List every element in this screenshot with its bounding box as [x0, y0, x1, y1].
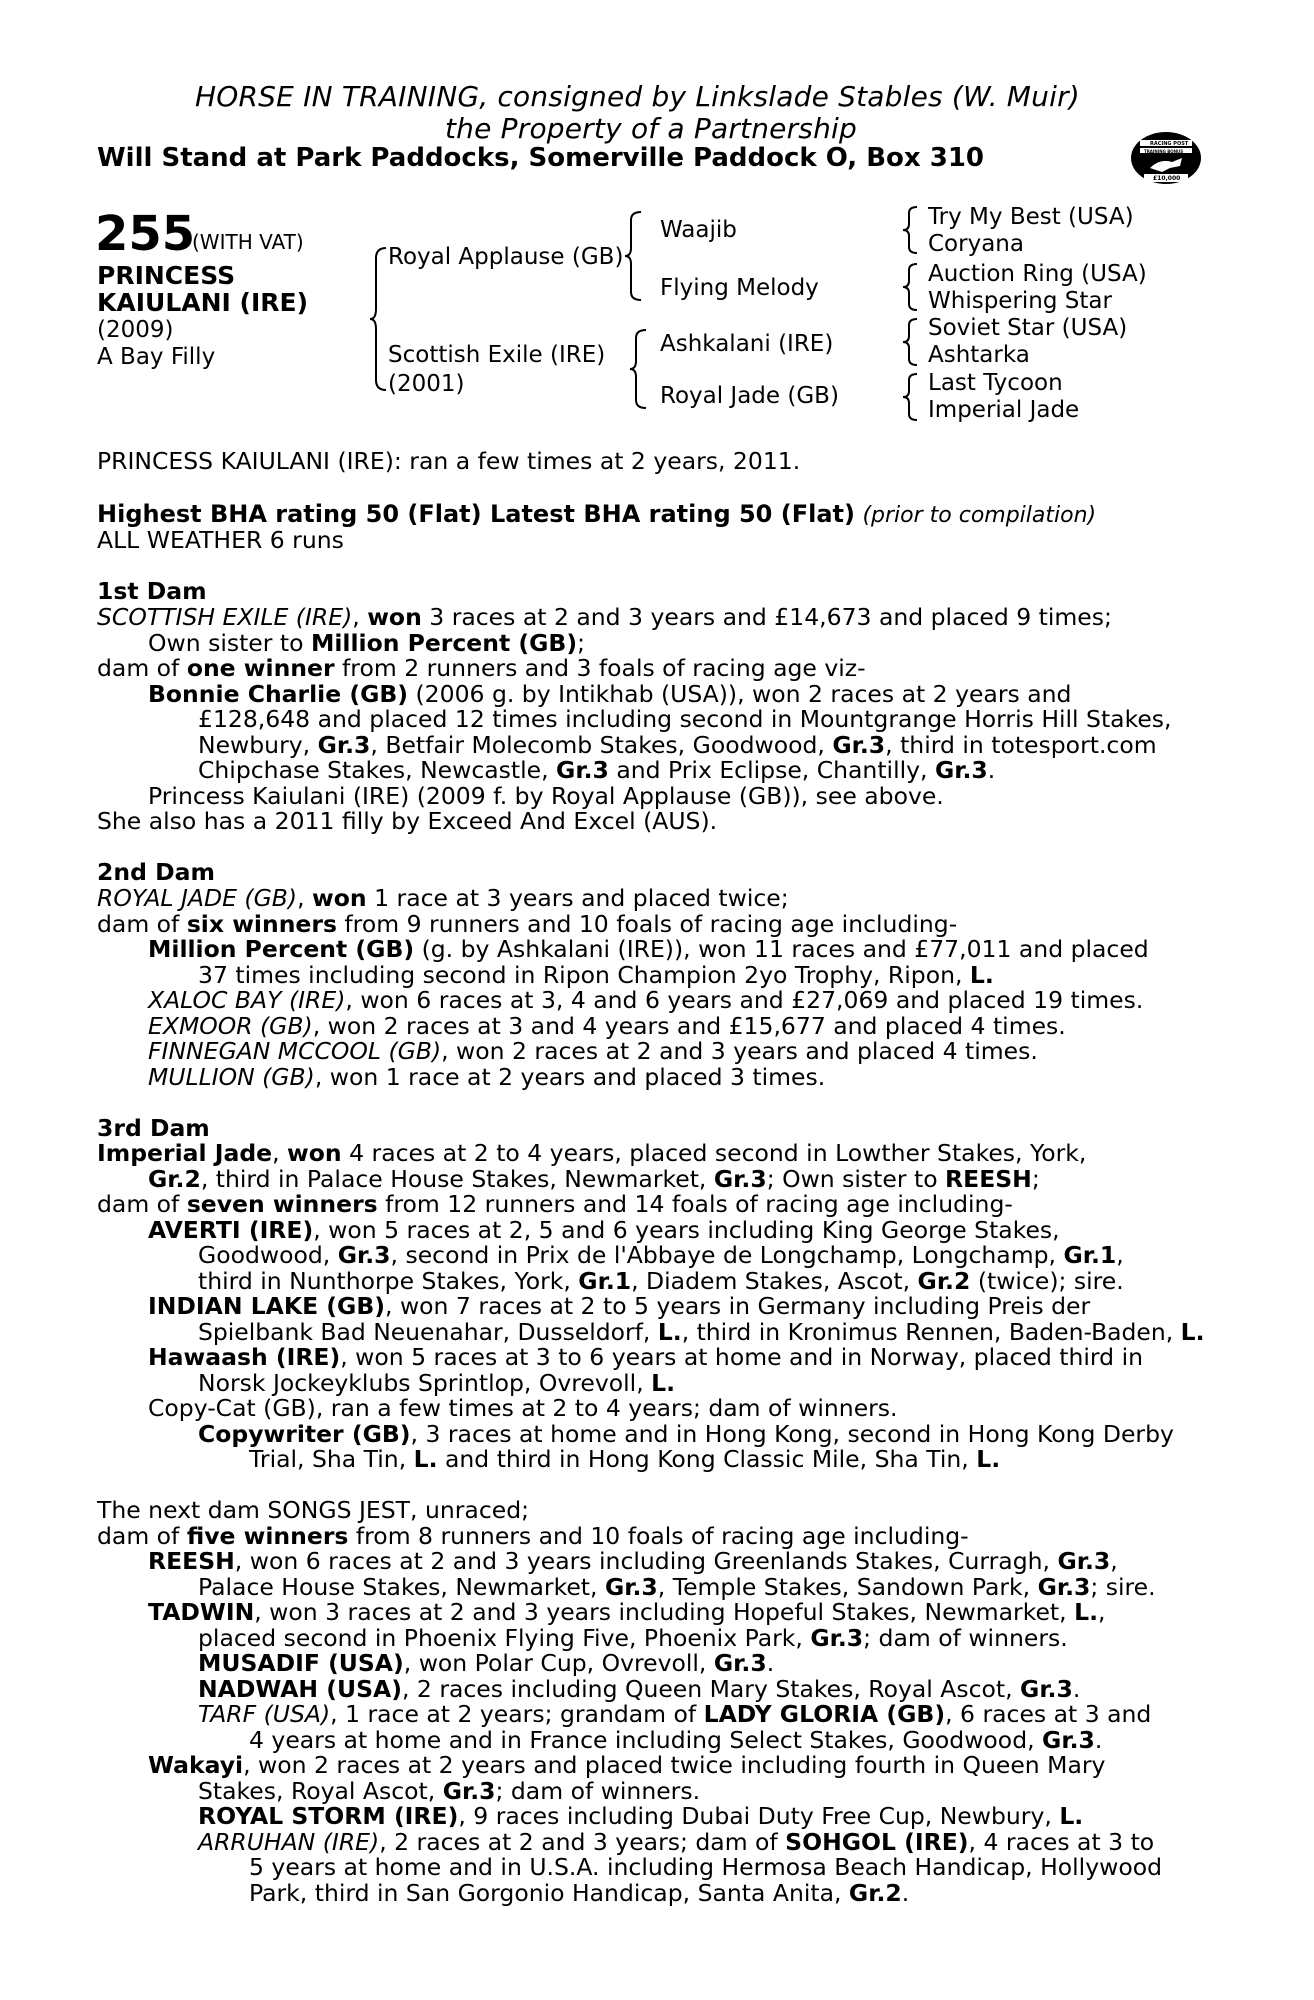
- pedigree-dam-dam: Royal Jade (GB): [660, 383, 839, 409]
- dam4-line: [198, 1624, 1068, 1652]
- rating-line: [97, 500, 1096, 528]
- dam3-line: [148, 1165, 1040, 1193]
- dam3-text: L.: [651, 1369, 676, 1397]
- dam3-text: L.: [413, 1445, 438, 1473]
- dam4-text: , 4 races at 3 to: [968, 1828, 1155, 1856]
- horse-description: A Bay Filly: [97, 344, 216, 370]
- dam1-text: Own sister to: [148, 629, 311, 657]
- pedigree-brace-ss: [903, 205, 919, 255]
- vat-label: (WITH VAT): [192, 230, 304, 254]
- pedigree-sdd: Whispering Star: [928, 288, 1112, 314]
- dam2-text: MULLION (GB): [148, 1063, 315, 1091]
- dam1-text: ,: [352, 603, 368, 631]
- dam4-line: [198, 1828, 1154, 1856]
- dam3-text: , Diadem Stakes, Ascot,: [631, 1267, 918, 1295]
- dam3-line: [198, 1267, 1124, 1295]
- dam4-text: MUSADIF (USA): [198, 1649, 404, 1677]
- dam2-text: XALOC BAY (IRE): [148, 986, 346, 1014]
- rating-note: (prior to compilation): [862, 503, 1097, 528]
- pedigree-dss: Soviet Star (USA): [928, 315, 1128, 341]
- dam4-line: [249, 1879, 909, 1907]
- dam3-text: , won 5 races at 3 to 6 years at home and in Norway, placed third in: [340, 1343, 1143, 1371]
- dam2-line: [198, 961, 994, 989]
- dam3-text: REESH: [945, 1165, 1032, 1193]
- dam2-text: (g. by Ashkalani (IRE)), won 11 races and £77,011 and placed: [414, 935, 1149, 963]
- dam1-heading: 1st Dam: [97, 577, 207, 605]
- dam4-text: , 9 races including Dubai Duty Free Cup, Newbury,: [458, 1802, 1060, 1830]
- dam4-text: Palace House Stakes, Newmarket,: [198, 1573, 605, 1601]
- pedigree-dsd: Ashtarka: [928, 342, 1030, 368]
- dam3-line: [148, 1292, 1090, 1320]
- dam2-text: FINNEGAN MCCOOL (GB): [148, 1037, 442, 1065]
- dam2-text: dam of: [97, 910, 187, 938]
- dam4-line: [198, 1777, 700, 1805]
- horse-year: (2009): [97, 317, 174, 343]
- dam1-text: , Betfair Molecomb Stakes, Goodwood,: [370, 731, 833, 759]
- dam2-line: [148, 986, 1143, 1014]
- dam3-line: [198, 1318, 1204, 1346]
- dam4-text: Gr.3: [1042, 1726, 1095, 1754]
- dam2-text: from 9 runners and 10 foals of racing age including-: [336, 910, 958, 938]
- dam1-text: won: [367, 603, 422, 631]
- dam4-line: [198, 1700, 1151, 1728]
- dam2-name: ROYAL JADE (GB): [97, 884, 298, 912]
- dam3-text: Norsk Jockeyklubs Sprintlop, Ovrevoll,: [198, 1369, 652, 1397]
- dam4-text: NADWAH (USA): [198, 1675, 402, 1703]
- dam4-text: Park, third in San Gorgonio Handicap, Santa Anita,: [249, 1879, 849, 1907]
- training-bonus-badge: [1130, 128, 1202, 188]
- all-weather-runs: ALL WEATHER 6 runs: [97, 526, 344, 554]
- dam4-text: TADWIN: [148, 1598, 255, 1626]
- dam4-text: , 2 races including Queen Mary Stakes, Royal Ascot,: [401, 1675, 1021, 1703]
- dam1-text: Bonnie Charlie (GB): [148, 680, 409, 708]
- dam4-text: Wakayi: [148, 1751, 244, 1779]
- dam1-line: She also has a 2011 filly by Exceed And Excel (AUS).: [97, 807, 718, 835]
- dam3-line: [97, 1139, 1086, 1167]
- dam4-text: .: [766, 1649, 775, 1677]
- rating-text: Highest BHA rating 50 (Flat) Latest BHA rating 50 (Flat): [97, 500, 855, 528]
- dam4-text: Gr.3: [1057, 1547, 1111, 1575]
- dam2-text: EXMOOR (GB): [148, 1012, 313, 1040]
- dam3-line: [198, 1369, 675, 1397]
- dam4-text: Gr.3: [713, 1649, 767, 1677]
- dam3-text: Spielbank Bad Neuenahar, Dusseldorf,: [198, 1318, 658, 1346]
- dam3-text: L.: [976, 1445, 1001, 1473]
- dam2-text: , won 1 race at 2 years and placed 3 times.: [314, 1063, 826, 1091]
- dam4-text: TARF (USA): [198, 1700, 331, 1728]
- dam3-line: [148, 1343, 1143, 1371]
- dam4-text: ; dam of winners.: [863, 1624, 1068, 1652]
- dam1-line: [198, 756, 995, 784]
- dam4-text: LADY GLORIA (GB): [703, 1700, 946, 1728]
- dam2-text: , won 2 races at 2 and 3 years and placed 4 times.: [441, 1037, 1038, 1065]
- dam4-text: Gr.3: [1020, 1675, 1073, 1703]
- badge-mid-text: TRAINING BONUS: [1144, 149, 1184, 154]
- dam4-text: ; sire.: [1090, 1573, 1156, 1601]
- dam2-heading: 2nd Dam: [97, 858, 215, 886]
- dam4-line: [198, 1573, 1156, 1601]
- dam4-text: L.: [1074, 1598, 1098, 1626]
- dam4-text: placed second in Phoenix Flying Five, Phoenix Park,: [198, 1624, 811, 1652]
- pedigree-brace-dam: [630, 328, 650, 410]
- dam4-line: [148, 1598, 1105, 1626]
- dam2-line: [148, 1012, 1066, 1040]
- dam3-text: Hawaash (IRE): [148, 1343, 341, 1371]
- dam1-text: Gr.3: [934, 756, 988, 784]
- dam1-text: Gr.3: [317, 731, 371, 759]
- dam3-line: [198, 1420, 1174, 1448]
- dam2-text: , won 2 races at 3 and 4 years and £15,677 and placed 4 times.: [312, 1012, 1066, 1040]
- dam4-text: SOHGOL (IRE): [785, 1828, 969, 1856]
- dam4-text: 4 years at home and in France including Select Stakes, Goodwood,: [249, 1726, 1043, 1754]
- dam4-text: from 8 runners and 10 foals of racing age including-: [348, 1522, 969, 1550]
- dam3-text: , 3 races at home and in Hong Kong, second in Hong Kong Derby: [410, 1420, 1174, 1448]
- dam1-text: one winner: [186, 654, 335, 682]
- dam1-text: 3 races at 2 and 3 years and £14,673 and placed 9 times;: [421, 603, 1112, 631]
- dam1-text: (2006 g. by Intikhab (USA)), won 2 races at 2 years and: [408, 680, 1072, 708]
- dam4-text: Gr.3: [1037, 1573, 1091, 1601]
- dam4-line: [198, 1802, 1083, 1830]
- pedigree-brace-main: [370, 246, 390, 392]
- dam1-line: £128,648 and placed 12 times including second in Mountgrange Horris Hill Stakes,: [198, 705, 1172, 733]
- dam3-line: [249, 1445, 1000, 1473]
- race-summary: PRINCESS KAIULANI (IRE): ran a few times at 2 years, 2011.: [97, 447, 801, 475]
- pedigree-sds: Auction Ring (USA): [928, 261, 1147, 287]
- pedigree-brace-ds: [903, 317, 919, 367]
- dam3-text: Goodwood,: [198, 1241, 338, 1269]
- dam3-text: , third in Palace House Stakes, Newmarket,: [200, 1165, 714, 1193]
- dam3-text: and third in Hong Kong Classic Mile, Sha Tin,: [437, 1445, 977, 1473]
- dam1-text: , third in totesport.com: [885, 731, 1157, 759]
- dam3-text: AVERTI (IRE): [148, 1216, 314, 1244]
- dam1-line: [198, 731, 1157, 759]
- dam2-text: won: [312, 884, 367, 912]
- dam4-text: , 2 races at 2 and 3 years; dam of: [379, 1828, 786, 1856]
- dam3-line: [198, 1241, 1124, 1269]
- dam4-text: five winners: [186, 1522, 349, 1550]
- dam3-text: Imperial Jade: [97, 1139, 273, 1167]
- dam4-text: , won Polar Cup, Ovrevoll,: [403, 1649, 714, 1677]
- dam4-text: Gr.2: [848, 1879, 902, 1907]
- dam4-text: L.: [1059, 1802, 1084, 1830]
- dam1-text: ;: [577, 629, 585, 657]
- dam3-text: third in Nunthorpe Stakes, York,: [198, 1267, 579, 1295]
- dam3-text: Copywriter (GB): [198, 1420, 411, 1448]
- dam3-line: Copy-Cat (GB), ran a few times at 2 to 4 years; dam of winners.: [148, 1394, 898, 1422]
- dam4-text: Gr.3: [810, 1624, 864, 1652]
- dam3-heading: 3rd Dam: [97, 1114, 210, 1142]
- dam3-text: , second in Prix de l'Abbaye de Longchamp, Longchamp,: [390, 1241, 1064, 1269]
- dam3-text: 4 races at 2 to 4 years, placed second in Lowther Stakes, York,: [341, 1139, 1087, 1167]
- pedigree-sss: Try My Best (USA): [928, 204, 1134, 230]
- dam3-text: (twice); sire.: [970, 1267, 1124, 1295]
- dam3-text: won: [287, 1139, 342, 1167]
- dam4-text: .: [901, 1879, 910, 1907]
- dam1-text: dam of: [97, 654, 187, 682]
- dam3-text: L.: [1180, 1318, 1205, 1346]
- dam1-text: Gr.3: [832, 731, 886, 759]
- dam2-text: six winners: [186, 910, 337, 938]
- dam2-text: ,: [297, 884, 313, 912]
- dam1-text: Newbury,: [198, 731, 318, 759]
- dam3-text: Gr.3: [337, 1241, 391, 1269]
- pedigree-sire-dam: Flying Melody: [660, 275, 819, 301]
- dam4-line: [148, 1547, 1118, 1575]
- dam1-line: Princess Kaiulani (IRE) (2009 f. by Royal Applause (GB)), see above.: [148, 782, 944, 810]
- header-location: Will Stand at Park Paddocks, Somerville Paddock O, Box 310: [97, 143, 985, 173]
- dam4-line: 5 years at home and in U.S.A. including Hermosa Beach Handicap, Hollywood: [249, 1853, 1162, 1881]
- dam4-text: ; dam of winners.: [495, 1777, 701, 1805]
- dam3-text: ,: [1116, 1241, 1124, 1269]
- badge-top-text: RACING POST: [1150, 141, 1189, 147]
- dam1-text: from 2 runners and 3 foals of racing age viz-: [334, 654, 866, 682]
- dam3-text: ; Own sister to: [766, 1165, 946, 1193]
- dam4-text: ARRUHAN (IRE): [198, 1828, 380, 1856]
- dam4-text: Gr.3: [442, 1777, 496, 1805]
- dam4-text: , won 2 races at 2 years and placed twice including fourth in Queen Mary: [243, 1751, 1106, 1779]
- header-property: the Property of a Partnership: [445, 112, 857, 145]
- dam2-line: [148, 935, 1149, 963]
- dam4-line: [148, 1751, 1105, 1779]
- dam4-text: ROYAL STORM (IRE): [198, 1802, 459, 1830]
- dam3-line: [97, 1190, 1013, 1218]
- header-consignor: HORSE IN TRAINING, consigned by Linkslade Stables (W. Muir): [195, 80, 1080, 113]
- dam4-text: , won 6 races at 2 and 3 years including Greenlands Stakes, Curragh,: [234, 1547, 1058, 1575]
- dam1-text: .: [987, 756, 996, 784]
- badge-amount-text: £10,000: [1153, 175, 1181, 182]
- pedigree-brace-sire: [625, 210, 645, 302]
- dam4-line: The next dam SONGS JEST, unraced;: [97, 1496, 530, 1524]
- dam3-text: , won 5 races at 2, 5 and 6 years including King George Stakes,: [313, 1216, 1060, 1244]
- dam3-text: , won 7 races at 2 to 5 years in Germany including Preis der: [385, 1292, 1091, 1320]
- dam4-text: REESH: [148, 1547, 235, 1575]
- dam2-line: [148, 1063, 825, 1091]
- dam4-line: [198, 1675, 1080, 1703]
- dam3-text: seven winners: [186, 1190, 378, 1218]
- dam4-text: ,: [1098, 1598, 1106, 1626]
- dam3-text: Gr.2: [917, 1267, 971, 1295]
- dam4-line: [198, 1649, 774, 1677]
- dam2-line: [97, 910, 957, 938]
- dam2-text: 1 race at 3 years and placed twice;: [366, 884, 789, 912]
- pedigree-brace-sd: [903, 262, 919, 312]
- dam4-text: , Temple Stakes, Sandown Park,: [657, 1573, 1038, 1601]
- pedigree-sire: Royal Applause (GB): [388, 244, 624, 270]
- lot-number: 255: [95, 206, 196, 262]
- dam4-text: , 6 races at 3 and: [945, 1700, 1152, 1728]
- dam1-text: Gr.3: [556, 756, 609, 784]
- dam3-text: Gr.3: [713, 1165, 767, 1193]
- horse-name-line1: PRINCESS: [97, 261, 236, 290]
- dam3-text: dam of: [97, 1190, 187, 1218]
- dam3-line: [148, 1216, 1060, 1244]
- dam2-text: Million Percent (GB): [148, 935, 415, 963]
- dam2-line: [97, 884, 789, 912]
- dam3-text: Trial, Sha Tin,: [249, 1445, 414, 1473]
- dam3-text: Gr.1: [578, 1267, 632, 1295]
- dam4-text: Gr.3: [604, 1573, 658, 1601]
- dam1-text: Million Percent (GB): [310, 629, 578, 657]
- dam1-line: [148, 680, 1071, 708]
- dam3-text: Gr.1: [1063, 1241, 1117, 1269]
- dam1-line: [97, 654, 866, 682]
- pedigree-ssd: Coryana: [928, 231, 1024, 257]
- pedigree-brace-dd: [903, 372, 919, 422]
- dam4-text: , 1 race at 2 years; grandam of: [330, 1700, 704, 1728]
- pedigree-dds: Last Tycoon: [928, 370, 1063, 396]
- dam4-text: .: [1072, 1675, 1081, 1703]
- dam1-text: and Prix Eclipse, Chantilly,: [608, 756, 935, 784]
- dam4-text: Stakes, Royal Ascot,: [198, 1777, 443, 1805]
- dam4-text: ,: [1110, 1547, 1118, 1575]
- dam3-text: ;: [1031, 1165, 1040, 1193]
- dam1-name: SCOTTISH EXILE (IRE): [97, 603, 353, 631]
- pedigree-dam-sire: Ashkalani (IRE): [660, 331, 834, 357]
- dam4-line: [97, 1522, 969, 1550]
- dam4-line: [249, 1726, 1102, 1754]
- dam2-text: , won 6 races at 3, 4 and 6 years and £27,069 and placed 19 times.: [345, 986, 1144, 1014]
- dam2-line: [148, 1037, 1038, 1065]
- dam3-text: from 12 runners and 14 foals of racing age including-: [377, 1190, 1013, 1218]
- dam1-text: Chipchase Stakes, Newcastle,: [198, 756, 557, 784]
- dam3-text: INDIAN LAKE (GB): [148, 1292, 385, 1320]
- pedigree-ddd: Imperial Jade: [928, 397, 1080, 423]
- dam4-text: .: [1094, 1726, 1103, 1754]
- pedigree-sire-sire: Waajib: [660, 217, 737, 243]
- dam1-line: [148, 629, 585, 657]
- dam4-text: , won 3 races at 2 and 3 years including Hopeful Stakes, Newmarket,: [254, 1598, 1075, 1626]
- dam2-text: 37 times including second in Ripon Champion 2yo Trophy, Ripon,: [198, 961, 970, 989]
- dam4-text: dam of: [97, 1522, 187, 1550]
- horse-name-line2: KAIULANI (IRE): [97, 288, 309, 317]
- dam1-line: [97, 603, 1112, 631]
- pedigree-dam: Scottish Exile (IRE): [388, 342, 606, 368]
- dam3-text: , third in Kronimus Rennen, Baden-Baden,: [681, 1318, 1181, 1346]
- pedigree-dam-year: (2001): [388, 371, 465, 397]
- dam2-text: L.: [969, 961, 994, 989]
- dam3-text: ,: [272, 1139, 288, 1167]
- dam3-text: Gr.2: [148, 1165, 201, 1193]
- dam3-text: L.: [657, 1318, 682, 1346]
